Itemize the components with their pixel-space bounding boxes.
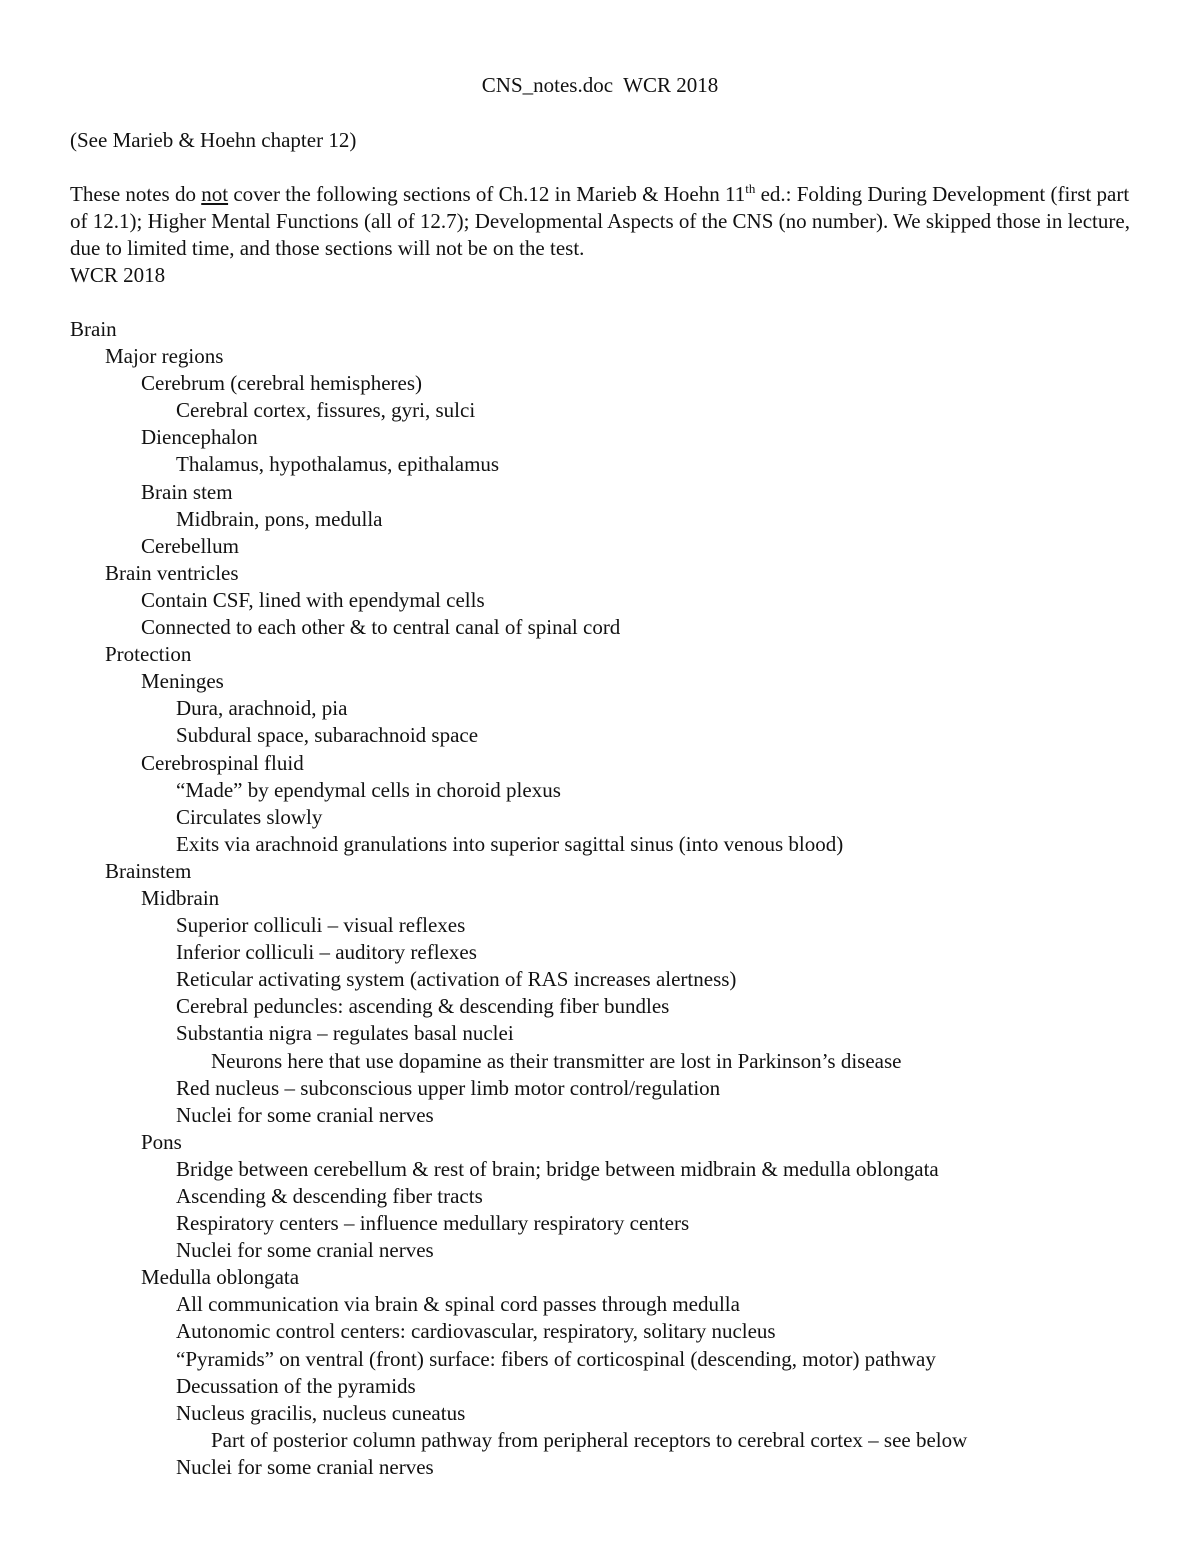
intro-text-1: These notes do bbox=[70, 182, 202, 206]
outline-item-level-3: Reticular activating system (activation of RAS increases alertness) bbox=[176, 967, 737, 992]
outline-item-level-3: Ascending & descending fiber tracts bbox=[176, 1184, 483, 1208]
outline-item-level-3: Nuclei for some cranial nerves bbox=[176, 1102, 434, 1127]
outline-item-level-2: Cerebrospinal fluid bbox=[141, 750, 304, 775]
outline-item-level-2: Medulla oblongata bbox=[141, 1265, 300, 1290]
intro-signature: WCR 2018 bbox=[70, 263, 166, 287]
outline-item-level-2: Cerebrum (cerebral hemispheres) bbox=[141, 371, 423, 396]
outline-item-level-1: Brain ventricles bbox=[105, 560, 239, 585]
outline-list bbox=[70, 316, 1170, 1481]
outline-item-level-4: Neurons here that use dopamine as their transmitter are lost in Parkinson’s disease bbox=[211, 1048, 902, 1073]
intro-text-3: ed.: Folding During Development (first part of 12.1); Higher Mental Functions (all of 12.7); Developmental Aspects of the CNS (no number). We skipped those in lecture, due to limited time, and those sections will not be on the test. bbox=[70, 182, 1130, 260]
outline-item-level-3: Superior colliculi – visual reflexes bbox=[176, 913, 466, 938]
chapter-reference: (See Marieb & Hoehn chapter 12) bbox=[70, 128, 357, 152]
outline-item-level-2: Contain CSF, lined with ependymal cells bbox=[141, 587, 485, 612]
outline-item-level-3: Cerebral cortex, fissures, gyri, sulci bbox=[176, 398, 476, 423]
outline-item-level-4: Part of posterior column pathway from peripheral receptors to cerebral cortex – see below bbox=[211, 1427, 968, 1452]
outline-item-level-3: Respiratory centers – influence medullary respiratory centers bbox=[176, 1211, 690, 1236]
intro-underlined-word: not bbox=[201, 182, 229, 206]
outline-item-level-2: Meninges bbox=[141, 669, 224, 694]
document-title: CNS_notes.doc WCR 2018 bbox=[481, 73, 719, 97]
outline-item-level-0: Brain bbox=[70, 317, 117, 341]
outline-item-level-3: “Pyramids” on ventral (front) surface: fibers of corticospinal (descending, motor) pathway bbox=[176, 1346, 936, 1371]
intro-superscript: th bbox=[745, 181, 756, 196]
outline-item-level-3: Bridge between cerebellum & rest of brain; bridge between midbrain & medulla oblongata bbox=[176, 1156, 939, 1181]
outline-item-level-3: Red nucleus – subconscious upper limb motor control/regulation bbox=[176, 1075, 721, 1100]
outline-item-level-2: Pons bbox=[141, 1129, 182, 1154]
outline-item-level-3: Exits via arachnoid granulations into superior sagittal sinus (into venous blood) bbox=[176, 831, 844, 856]
outline-item-level-3: Autonomic control centers: cardiovascular, respiratory, solitary nucleus bbox=[176, 1319, 776, 1344]
outline-item-level-3: Nuclei for some cranial nerves bbox=[176, 1454, 434, 1479]
intro-text-2: cover the following sections of Ch.12 in Marieb & Hoehn 11 bbox=[228, 182, 746, 206]
outline-item-level-1: Major regions bbox=[105, 344, 224, 369]
outline-item-level-2: Connected to each other & to central canal of spinal cord bbox=[141, 615, 621, 640]
outline-item-level-3: All communication via brain & spinal cord passes through medulla bbox=[176, 1292, 740, 1317]
outline-item-level-3: Substantia nigra – regulates basal nuclei bbox=[176, 1021, 514, 1046]
outline-item-level-2: Brain stem bbox=[141, 479, 233, 504]
outline-item-level-3: Midbrain, pons, medulla bbox=[176, 506, 383, 531]
outline-item-level-1: Protection bbox=[105, 642, 192, 667]
outline-item-level-3: Circulates slowly bbox=[176, 804, 323, 829]
outline-item-level-1: Brainstem bbox=[105, 858, 192, 883]
outline-item-level-3: Nucleus gracilis, nucleus cuneatus bbox=[176, 1400, 466, 1425]
outline-item-level-3: Cerebral peduncles: ascending & descending fiber bundles bbox=[176, 994, 670, 1019]
outline-item-level-3: Dura, arachnoid, pia bbox=[176, 696, 348, 721]
outline-item-level-2: Cerebellum bbox=[141, 533, 239, 558]
outline-item-level-2: Diencephalon bbox=[141, 425, 258, 450]
outline-item-level-2: Midbrain bbox=[141, 885, 220, 910]
outline-item-level-3: “Made” by ependymal cells in choroid plexus bbox=[176, 777, 561, 802]
outline-item-level-3: Thalamus, hypothalamus, epithalamus bbox=[176, 452, 500, 477]
outline-item-level-3: Nuclei for some cranial nerves bbox=[176, 1238, 434, 1263]
outline-item-level-3: Inferior colliculi – auditory reflexes bbox=[176, 940, 477, 965]
outline-item-level-3: Subdural space, subarachnoid space bbox=[176, 723, 479, 748]
intro-paragraph bbox=[70, 181, 1140, 289]
outline-item-level-3: Decussation of the pyramids bbox=[176, 1373, 416, 1398]
